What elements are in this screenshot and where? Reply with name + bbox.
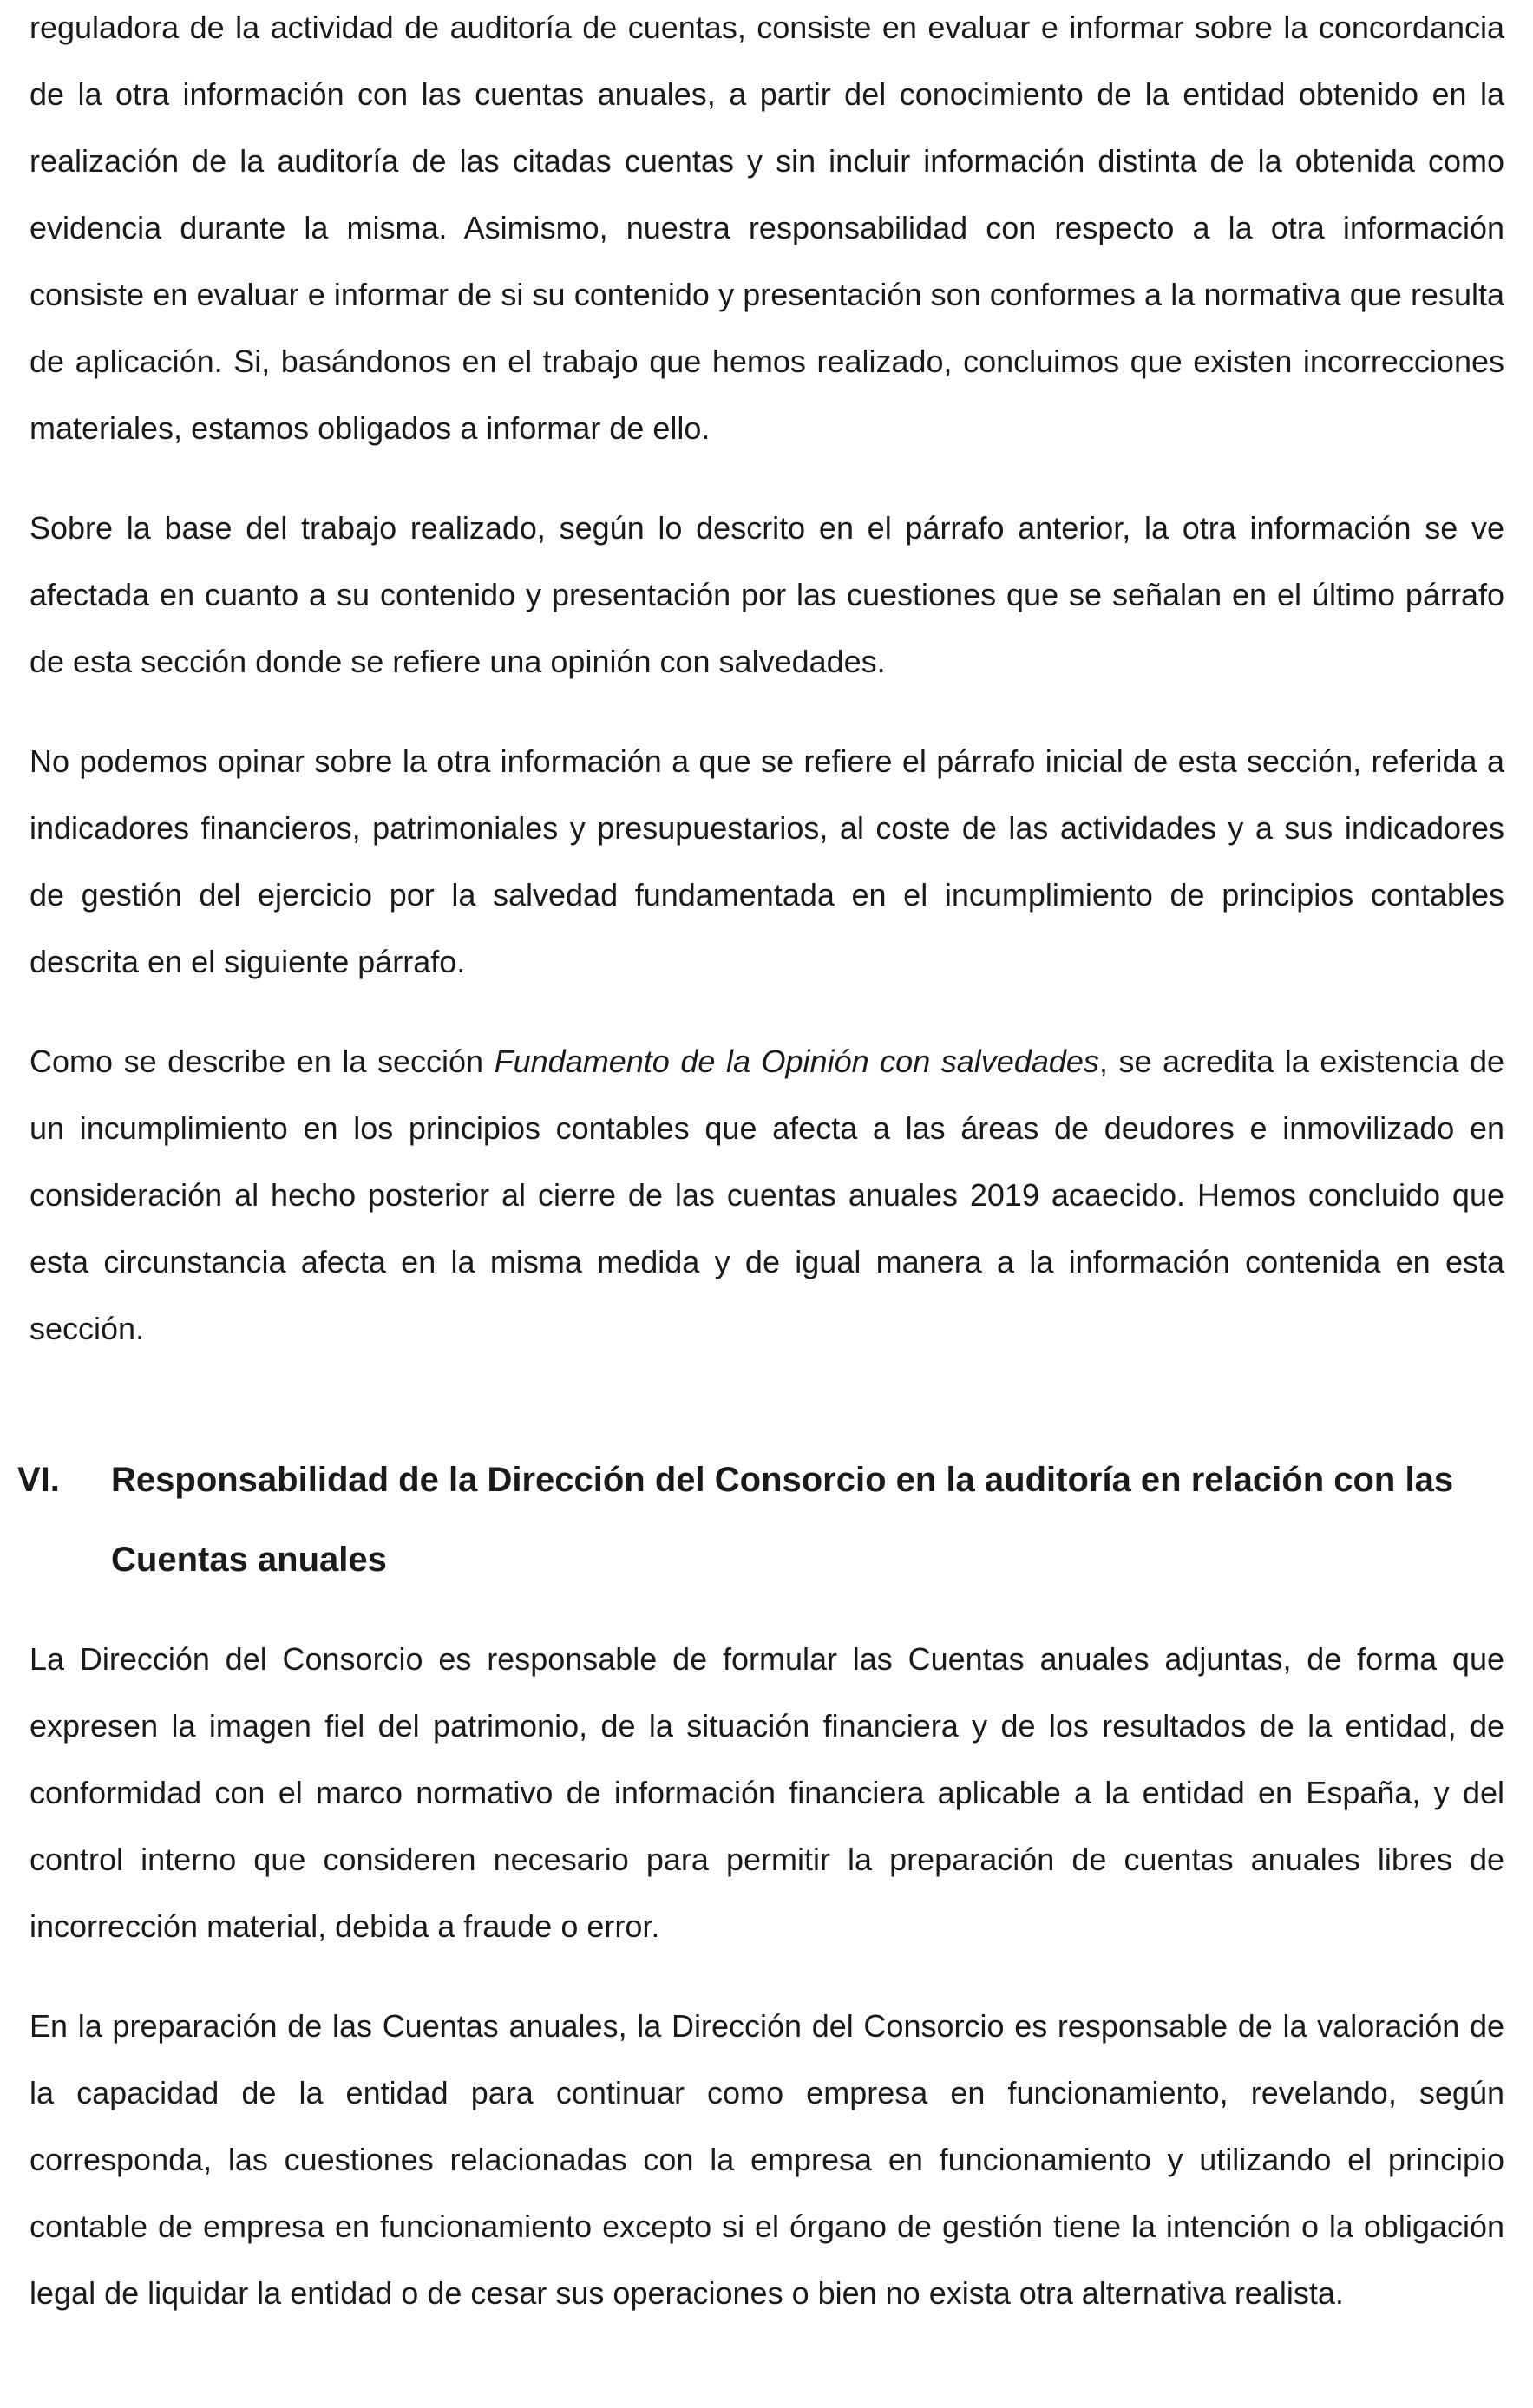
paragraph-qualified-basis-end: , se acredita la existencia de un incumplimiento en los principios contables que afecta a las áreas de deudores e inmovilizado en consideración al hecho posterior al cierre de las cuentas anuales 2019 acaecido. Hemos concluido que esta circunstancia afecta en la misma medida y de igual manera a la información contenida en esta sección. (29, 1044, 1504, 1346)
section-heading (17, 1440, 1504, 1600)
paragraph-work-performed: Sobre la base del trabajo realizado, según lo descrito en el párrafo anterior, la otra información se ve afectada en cuanto a su contenido y presentación por las cuestiones que se señalan en el último párrafo de esta sección donde se refiere una opinión con salvedades. (29, 510, 1504, 679)
paragraph-qualified-basis-start: Como se describe en la sección (29, 1044, 495, 1079)
paragraph-no-opinion: No podemos opinar sobre la otra información a que se refiere el párrafo inicial de esta sección, referida a indicadores financieros, patrimoniales y presupuestarios, al coste de las actividades y a sus indicadores de gestión del ejercicio por la salvedad fundamentada en el incumplimiento de principios contables descrita en el siguiente párrafo. (29, 743, 1504, 979)
section-reference: Fundamento de la Opinión con salvedades (494, 1044, 1099, 1079)
paragraph-other-information-scope: reguladora de la actividad de auditoría de cuentas, consiste en evaluar e informar sobre la concordancia de la otra información con las cuentas anuales, a partir del conocimiento de la entidad obtenido en la realización de la auditoría de las citadas cuentas y sin incluir información distinta de la obtenida como evidencia durante la misma. Asimismo, nuestra responsabilidad con respecto a la otra información consiste en evaluar e informar de si su contenido y presentación son conformes a la normativa que resulta de aplicación. Si, basándonos en el trabajo que hemos realizado, concluimos que existen incorrecciones materiales, estamos obligados a informar de ello. (29, 10, 1504, 446)
section-number: VI. (17, 1461, 60, 1499)
document-page (17, 0, 1504, 2326)
paragraph-management-responsibility: La Dirección del Consorcio es responsable de formular las Cuentas anuales adjuntas, de forma que expresen la imagen fiel del patrimonio, de la situación financiera y de los resultados de la entidad, de conformidad con el marco normativo de información financiera aplicable a la entidad en España, y del control interno que consideren necesario para permitir la preparación de cuentas anuales libres de incorrección material, debida a fraude o error. (29, 1641, 1504, 1944)
section-title: Responsabilidad de la Dirección del Consorcio en la auditoría en relación con las Cuentas anuales (111, 1461, 1454, 1579)
paragraph-going-concern: En la preparación de las Cuentas anuales, la Dirección del Consorcio es responsable de la valoración de la capacidad de la entidad para continuar como empresa en funcionamiento, revelando, según corresponda, las cuestiones relacionadas con la empresa en funcionamiento y utilizando el principio contable de empresa en funcionamiento excepto si el órgano de gestión tiene la intención o la obligación legal de liquidar la entidad o de cesar sus operaciones o bien no exista otra alternativa realista. (29, 2008, 1504, 2311)
paragraph-qualified-basis (29, 1028, 1504, 1362)
